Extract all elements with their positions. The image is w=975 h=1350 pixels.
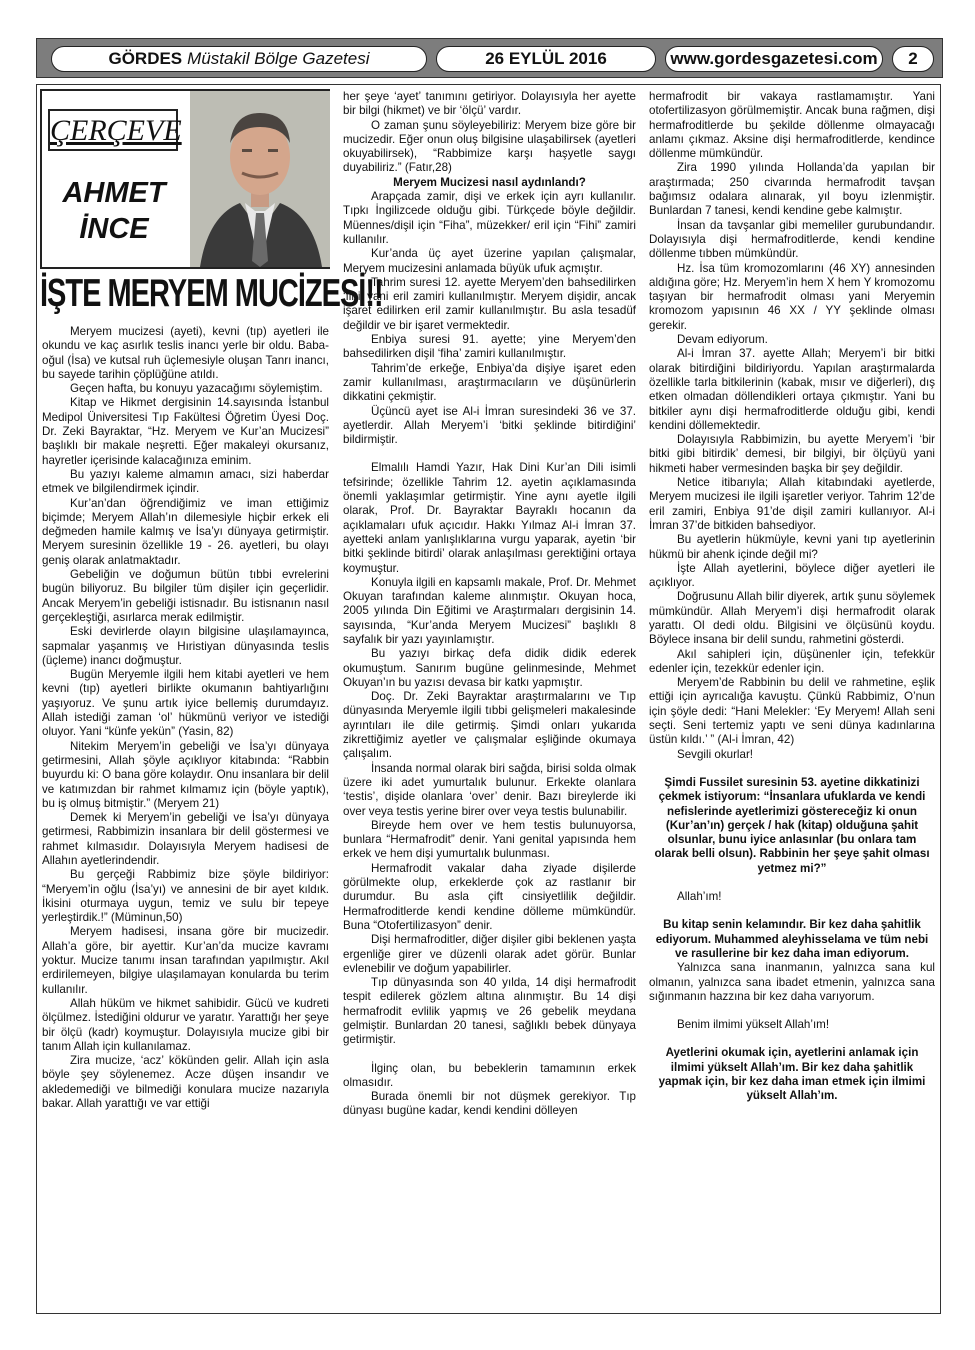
paper-title-pill (51, 46, 427, 72)
article-paragraph: İnsanda normal olarak biri sağda, birisi solda olmak üzere iki adet yumurtalık bulunur. Erkekte olanlara ‘testis’, dişide olanlara ‘over’ denir. Bazı bireylerde iki over veya testis yerine birer over veya testis bulunabilir. (343, 761, 636, 818)
article-paragraph: Burada önemli bir not düşmek gerekiyor. Tıp dünyası bugüne kadar, kendi kendini dölleyen (343, 1090, 636, 1118)
article-paragraph: Bu gerçeği Rabbimiz bize şöyle bildiriyor: “Meryem’in oğlu (İsa’yı) ve annesini de bir ayet kıldık. İkisini oturmaya uygun, temiz ve sulu bir tepeye yerleştirdik.!” (Müminun,50) (42, 868, 329, 925)
article-paragraph: Yalnızca sana inanmanın, yalnızca sana kul olmanın, yalnızca sana ibadet etmenin, yalnızca sana sığınmanın hazzına bir kez daha varıyorum. (649, 961, 935, 1003)
article-paragraph: Bu yazıyı kaleme almamın amacı, sizi haberdar etmek ve bilgilendirmek içindir. (42, 467, 329, 496)
article-paragraph: Şimdi Fussilet suresinin 53. ayetine dikkatinizi çekmek istiyorum: “İnsanlara ufuklarda ve kendi nefislerinde ayetlerimizi göstereceğiz ki onun (Kur’an’ın) gerçek / hak (kitap) olduğuna şahit olsunlar, bunu iyice anlasınlar (bu onlara tam olarak belli olsun). Rabbinin her şeye şahit olması yetmez mi?” (654, 775, 930, 875)
author-photo (190, 91, 330, 267)
article-paragraph: Demek ki Meryem’in gebeliği ve İsa’yı dünyaya getirmesi, Rabbimizin insanlara bir delil göstermesi ve rahmet kılmasıdır. Dolayısıyla Meryem hadisesi de Allahın ayetlerindendir. (42, 811, 329, 867)
article-paragraph: Tahrim’de erkeğe, Enbiya’da dişiye işaret eden zamir kullanılması, araştırmacıların ve düşünürlerin dikkatini çekmiştir. (343, 361, 636, 404)
article-paragraph: her şeye ‘ayet’ tanımını getiriyor. Dolayısıyla her ayette bir bilgi (hikmet) ve bir ‘ölçü’ vardır. (343, 90, 636, 118)
article-paragraph: Bu ayetlerin hükmüyle, kevni yani tıp ayetlerinin hükmü bir ahenk içinde değil mi? (649, 533, 935, 561)
article-paragraph: Allah hüküm ve hikmet sahibidir. Gücü ve kudreti ölçülmez. İstediğini oldurur ve yaratır. Yarattığı her şeye bir ölçü (kadr) koymuştur. Dolayısıyla mucize gibi bir tanım Allah için kullanılamaz. (42, 996, 329, 1053)
article-paragraph: Kitap ve Hikmet dergisinin 14.sayısında İstanbul Medipol Üniversitesi Tıp Fakültesi Öğretim Üyesi Doç. Dr. Zeki Bayraktar, “Hz. Meryem ve Kur’an Mucizesi” başlıklı bir makale neşretti. Eğer makaleyi okursanız, hayretler içerisinde kalacağınıza eminim. (42, 396, 329, 467)
article-paragraph: hermafrodit bir vakaya rastlamamıştır. Yani otofertilizasyon görülmemiştir. Ancak buna rağmen, dişi hermafroditlerde bu şekilde döllenme olmayacağı anlamı çıkmaz. Aksine dişi hermafroditlerde, kendince döllenme mümkündür. (649, 90, 935, 161)
article-headline: İŞTE MERYEM MUCİZESİ!! (40, 272, 383, 316)
article-paragraph: Allah’ım! (677, 890, 722, 904)
article-paragraph: Enbiya suresi 91. ayette; yine Meryem’den bahsedilirken dişil ‘fiha’ zamiri kullanılmıştır. (343, 333, 636, 361)
article-paragraph: Tıp dünyasında son 40 yılda, 14 dişi hermafrodit tespit edilerek gözlem altına alınmıştır. Bu 14 dişi hermafrodit evlilik yapmış ve 26 gebelik meydana gelmiştir. Bunlardan 20 tanesi, sağlıklı bebek dünyaya getirmiştir. (343, 976, 636, 1047)
article-paragraph: Zira 1990 yılında Hollanda’da yapılan bir araştırmada; 250 civarında hermafrodit tavşan bağımsız odalara alınarak, yıl boyu izlenmiştir. Bunlardan 7 tanesi, kendi kendine gebe kalmıştır. (649, 161, 935, 218)
article-paragraph: Konuyla ilgili en kapsamlı makale, Prof. Dr. Mehmet Okuyan tarafından kaleme alınmıştır. Okuyan hoca, 2005 yılında Din Eğitimi ve Araştırmaları dergisinin 14. sayısında, “Kur’anda Meryem Mucizesi” başlıklı 8 sayfalık bir yazı yayınlamıştır. (343, 575, 636, 646)
article-paragraph: Bireyde hem over ve hem testis bulunuyorsa, bunlara “Hermafrodit” denir. Yani genital yapısında hem erkek ve hem dişi yumurtalık bulunması. (343, 818, 636, 861)
article-paragraph: Eski devirlerde olayın bilgisine ulaşılamayınca, sapmalar yaşanmış ve Hıristiyan dünyasında teslis (üçleme) inancı doğmuştur. (42, 625, 329, 667)
article-paragraph: Geçen hafta, bu konuyu yazacağımı söylemiştim. (70, 382, 323, 396)
article-paragraph: İlginç olan, bu bebeklerin tamamının erkek olmasıdır. (343, 1061, 636, 1089)
article-paragraph: Devam ediyorum. (677, 333, 768, 347)
article-paragraph: Akıl sahipleri için, düşünenler için, tefekkür edenler için, tezekkür edenler için. (649, 647, 935, 675)
paper-name: GÖRDES (108, 49, 183, 68)
article-paragraph: Arapçada zamir, dişi ve erkek için ayrı kullanılır. Tıpkı İngilizcede olduğu gibi. Türkçede böyle değildir. Müennes/dişil için “Fiha”, müzekker/ eril için “Fihi” zamiri kullanılır. (343, 190, 636, 246)
article-paragraph: İşte Allah ayetlerini, böylece diğer ayetleri ile açıklıyor. (649, 561, 935, 590)
column-title: ÇERÇEVE (48, 109, 178, 151)
article-paragraph: Benim ilmimi yükselt Allah’ım! (677, 1018, 830, 1032)
article-paragraph: Tahrim suresi 12. ayette Meryem’den bahsedilirken ‘fihi’ yani eril zamiri kullanılmıştır. Meryem dişidir, ancak işaret edilirken eril zamir kullanılmıştır. Bu asla tesadüf değildir ve bir işaret vermektedir. (343, 275, 636, 332)
author-name (50, 175, 178, 247)
article-paragraph: Dolayısıyla Rabbimizin, bu ayette Meryem’i ‘bir bitki gibi bitirdik’ demesi, bir bilgiyi, bir ölçüyü yani hikmeti haber vermesinden başka bir şey değildir. (649, 433, 935, 475)
article-paragraph: Ayetlerini okumak için, ayetlerini anlamak için ilmimi yükselt Allah’ım. Bir kez daha şahitlik yapmak için, bir kez daha iman etmek için ilmimi yükselt Allah’ım. (658, 1046, 926, 1103)
article-paragraph: Bugün Meryemle ilgili hem kitabi ayetleri ve hem kevni (tıp) ayetleri birlikte okumanın bahtiyarlığını yaşıyoruz. Ve şunu artık iyice bellemiş durumdayız. Allah istediği zaman ‘ol’ hükmünü veriyor ve istediği oluyor. Yani “künfe yekün” (Yasin, 82) (42, 668, 329, 739)
article-paragraph: Kur’an’dan öğrendiğimiz ve iman ettiğimiz biçimde; Meryem Allah’ın dilemesiyle hiçbir erkek eli değmeden hamile kalmış ve İsa’yı dünyaya getirmiştir. Meryem suresinin özellikle 19 - 26. ayetleri, bu olayı geniş olarak anlatmaktadır. (42, 496, 329, 567)
article-column-3 (649, 90, 935, 1104)
article-paragraph: İnsan da tavşanlar gibi memeliler gurubundandır. Dolayısıyla dişi hermafroditlerde, kendi kendine döllenme tıbben mümkündür. (649, 218, 935, 261)
paper-subtitle: Müstakil Bölge Gazetesi (187, 49, 370, 68)
article-paragraph: Bu kitap senin kelamındır. Bir kez daha şahitlik ediyorum. Muhammed aleyhisselama ve tüm nebi ve rasullerine bir kez daha iman ediyorum. (655, 918, 929, 960)
page-number: 2 (892, 46, 934, 72)
article-column-1 (42, 325, 329, 1111)
article-paragraph: Nitekim Meryem’in gebeliği ve İsa’yı dünyaya getirmesini, Allah şöyle açıklıyor kitabında: “Rabbin buyurdu ki: O bana göre kolaydır. Onu insanlara bir delil ve katımızdan bir rahmet kılmamız için (böyle yaptık), bu iş olmuş bitmiştir.” (Meryem 21) (42, 739, 329, 810)
article-paragraph: Zira mucize, ‘acz’ kökünden gelir. Allah için asla böyle şey söylenemez. Acze düşen insandır ve akledemediği ve bilmediği konulara mucize nazarıyla bakar. Allah yarattığı ve var ettiği (42, 1054, 329, 1111)
article-column-2 (343, 90, 636, 1119)
article-paragraph: Hz. İsa tüm kromozomlarını (46 XY) annesinden aldığına göre; Hz. Meryem’in hem X hem Y kromozomu taşıyan bir hermafrodit olması yani Meryemin kromozom yapısının 46 XX / YY şeklinde olması gerekir. (649, 261, 935, 332)
masthead-bar (36, 38, 943, 78)
article-paragraph: Doç. Dr. Zeki Bayraktar araştırmalarını ve Tıp dünyasında Meryemle ilgili tıbbi gelişmeleri makalesinde ayrıntıları ile dile getirmiş. Şimdi onları yukarıda zikrettiğimiz ayetler ve çalışmalar eşliğinde okumaya çalışalım. (343, 690, 636, 761)
article-paragraph: Meryem mucizesi (ayeti), kevni (tıp) ayetleri ile okundu ve kaç asırlık teslis inancı yerle bir oldu. Baba-oğul (İsa) ve kutsal ruh üçlemesiyle oluşan Tanrı inancı, bu sayede tarihin çöplüğüne atıldı. (42, 325, 329, 381)
columnist-box (40, 89, 330, 269)
issue-date: 26 EYLÜL 2016 (436, 46, 656, 72)
article-paragraph: Meryem Mucizesi nasıl aydınlandı? (393, 175, 586, 189)
author-portrait-image (190, 91, 330, 267)
article-paragraph: Meryem’de Rabbinin bu delil ve rahmetine, eşlik ettiği için ayrıcalığa kavuştu. Çünkü Rabbimiz, O’nun için şöyle dedi: “Hani Melekler: ‘Ey Meryem! Allah seni seçti. Seni tertemiz yaptı ve seni dünya kadınlarına üstün kıldı.’ ” (Al-i İmran, 42) (649, 676, 935, 747)
article-paragraph: Üçüncü ayet ise Al-i İmran suresindeki 36 ve 37. ayetlerdir. Allah Meryem’i ‘bitki şeklinde bitirdiğini’ bildirmiştir. (343, 404, 636, 447)
article-paragraph: Meryem hadisesi, insana göre bir mucizedir. Allah’a göre, bir ayettir. Kur’an’da mucize kavramı yoktur. Mucize tanımı insan tarafından yapılmıştır. Akıl erdirilemeyen, bilgiye ulaşılamayan konularda bu terim kullanılır. (42, 925, 329, 996)
article-paragraph: Elmalılı Hamdi Yazır, Hak Dini Kur’an Dili isimli tefsirinde; özellikle Tahrim 12. ayetin açıklamasında önemli yaklaşımlar getirmiştir. Yine aynı ayetle ilgili olarak, Prof. Dr. Bayraktar Bayraklı hocanın da açıklamaları ufuk açıcıdır. Hakkı Yılmaz Al-i İmran 37. ayetteki anlam yanlışlıklarına vurgu yaparak, ayetin ‘bir bitki şeklinde bitirdi’ olarak anlaşılması gerektiğini ortaya koymuştur. (343, 461, 636, 575)
article-paragraph: Kur’anda üç ayet üzerine yapılan çalışmalar, Meryem mucizesini anlamada büyük ufuk açmıştır. (343, 247, 636, 275)
author-first-name: AHMET (62, 177, 166, 209)
article-paragraph: Sevgili okurlar! (677, 747, 754, 761)
article-paragraph: Doğrusunu Allah bilir diyerek, artık şunu söylemek mümkündür. Allah Meryem’i dişi hermafrodit olarak yarattı. Ol dedi oldu. Bilgisini ve ölçüsünü koydu. Böylece insana bir delil sundu, rahmetini gösterdi. (649, 590, 935, 647)
article-paragraph: Gebeliğin ve doğumun bütün tıbbi evrelerini bugün biliyoruz. Bu bilgiler tüm dişiler için geçerlidir. Ancak Meryem’in gebeliği istisnadır. Bu istisnanın nasıl gerçekleştiği, asırlarca merak edilmiştir. (42, 568, 329, 624)
article-paragraph: Hermafrodit vakalar daha ziyade dişilerde görülmekte olup, erkeklerde çok az rastlanır bir durumdur. Bu asla çift cinsiyetlilik değildir. Hermafroditlerde kendi kendine dölleme mümkündür. Buna “Otofertilizasyon” denir. (343, 861, 636, 932)
article-paragraph: Netice itibarıyla; Allah kitabındaki ayetlerde, Meryem mucizesi ile ilgili işaretler veriyor. Tahrim 12’de eril zamiri, Enbiya 91’de dişil zamiri kullanıyor. Al-i İmran 37’de bitkiden bahsediyor. (649, 476, 935, 532)
website-link[interactable]: www.gordesgazetesi.com (665, 46, 883, 72)
article-paragraph: O zaman şunu söyleyebiliriz: Meryem bize göre bir mucizedir. Eğer onun oluş bilgisine ulaşabilirsek (ayetleri okuyabilirsek), “Rabbimize karşı haşyetle saygı duyabiliriz.” (Fatır,28) (343, 118, 636, 175)
article-paragraph: Al-i İmran 37. ayette Allah; Meryem’i bir bitki olarak bitirdiğini bildiriyordu. Yapılan araştırmalarda özellikle tarla bitkilerinin (kabak, mısır ve diğerleri), dış etken olmadan döllendikleri ortaya çıkmıştır. Yani bu bitkiler aynı dişi hermafroditlerde olduğu gibi, kendi kendini döllemektedir. (649, 347, 935, 432)
author-last-name: İNCE (79, 213, 149, 245)
article-paragraph: Bu yazıyı birkaç defa didik didik ederek okumuştum. Sanırım bugüne gelinmesinde, Mehmet Okuyan’ın bu yazısı devasa bir katkı yapmıştır. (343, 647, 636, 689)
article-paragraph: Dişi hermafroditler, diğer dişiler gibi beklenen yaşta ergenliğe girer ve düzenli olarak adet görür. Bunlar evlenebilir ve doğum yapabilirler. (343, 933, 636, 975)
